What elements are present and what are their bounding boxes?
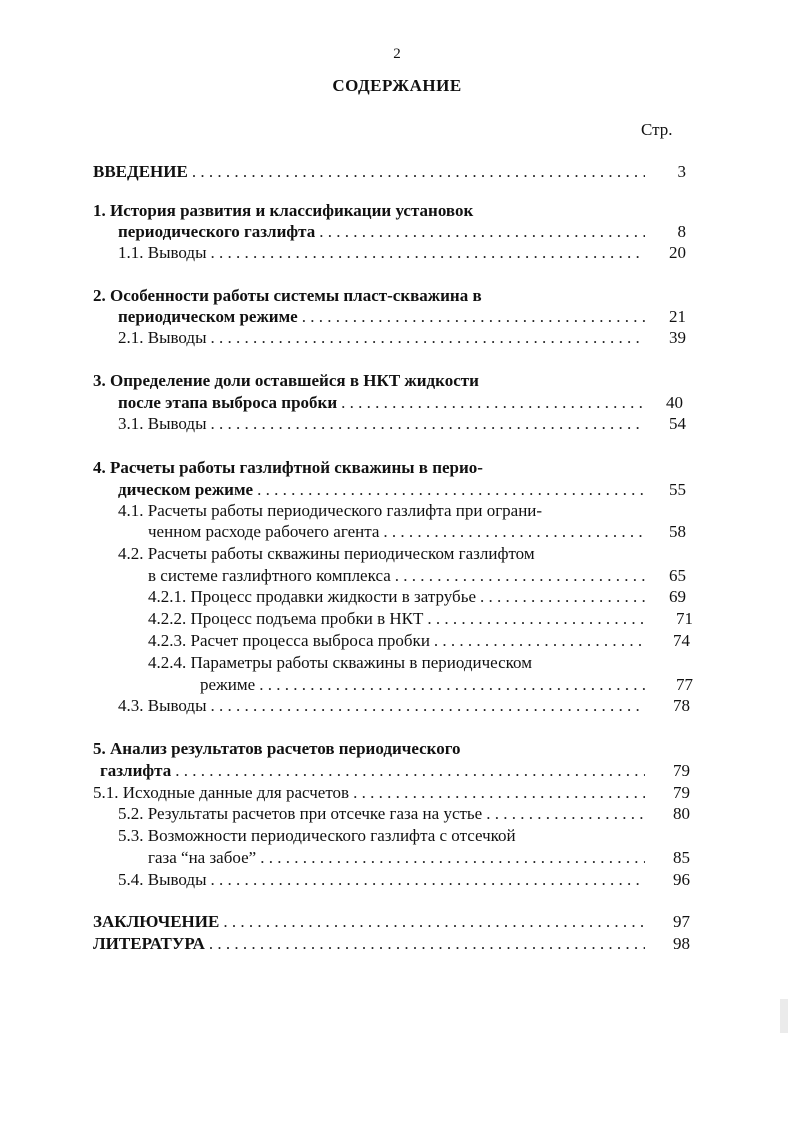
toc-entry-label: 3.1. Выводы: [118, 414, 211, 433]
toc-entry-ch4-2-1[interactable]: [148, 586, 645, 608]
toc-entry-literature[interactable]: [93, 933, 645, 955]
toc-entry-label: газа “на забое”: [148, 848, 260, 867]
toc-entry-label: 4.2.4. Параметры работы скважины в периодическом: [148, 653, 532, 672]
toc-entry-ch4-1[interactable]: [148, 521, 645, 543]
toc-entry-ch5-4[interactable]: [118, 869, 645, 891]
toc-entry-label: в системе газлифтного комплекса: [148, 566, 395, 585]
toc-entry-label: 4.1. Расчеты работы периодического газлифта при ограни-: [118, 501, 543, 520]
toc-entry-label: 4.2.3. Расчет процесса выброса пробки: [148, 631, 434, 650]
toc-entry-ch5-2[interactable]: [118, 803, 645, 825]
toc-page-number: 80: [673, 804, 690, 823]
toc-page-number: 69: [669, 587, 686, 606]
toc-entry-label: дическом режиме: [118, 480, 257, 499]
toc-entry-label: режиме: [200, 675, 259, 694]
page-title: СОДЕРЖАНИЕ: [332, 76, 462, 95]
toc-page-number: 98: [673, 934, 690, 953]
toc-entry-label: ЗАКЛЮЧЕНИЕ: [93, 912, 223, 931]
toc-entry-ch4-2-4[interactable]: [200, 674, 648, 696]
toc-entry-label: 4.2.2. Процесс подъема пробки в НКТ: [148, 609, 427, 628]
toc-entry-ch2[interactable]: [118, 306, 645, 328]
toc-entry-label: 4. Расчеты работы газлифтной скважины в перио-: [93, 458, 483, 477]
toc-entry-label: периодическом режиме: [118, 307, 302, 326]
toc-page-number: 71: [676, 609, 693, 628]
scan-edge-mark: [780, 999, 788, 1033]
toc-entry-label: 3. Определение доли оставшейся в НКТ жидкости: [93, 371, 479, 390]
toc-page-number: 21: [669, 307, 686, 326]
toc-entry-label: 5. Анализ результатов расчетов периодического: [93, 739, 461, 758]
toc-entry-ch4[interactable]: [118, 479, 645, 501]
page-number: 2: [393, 46, 401, 62]
toc-entry-label: ВВЕДЕНИЕ: [93, 162, 192, 181]
toc-entry-label: 1. История развития и классификации установок: [93, 201, 474, 220]
toc-entry-label: газлифта: [100, 761, 175, 780]
toc-page-number: 40: [666, 393, 683, 412]
toc-entry-label: периодического газлифта: [118, 222, 319, 241]
toc-entry-ch3[interactable]: [118, 392, 642, 414]
toc-entry-label: ЛИТЕРАТУРА: [93, 934, 209, 953]
toc-page-number: 74: [673, 631, 690, 650]
toc-page-number: 79: [673, 761, 690, 780]
toc-entry-ch4-2[interactable]: [148, 565, 645, 587]
toc-entry-ch2-1[interactable]: [118, 327, 645, 349]
toc-entry-ch5-3[interactable]: [148, 847, 645, 869]
toc-entry-intro[interactable]: [93, 161, 645, 183]
toc-page-number: 20: [669, 243, 686, 262]
toc-page-number: 79: [673, 783, 690, 802]
toc-page-number: 97: [673, 912, 690, 931]
toc-entry-label: 2.1. Выводы: [118, 328, 211, 347]
toc-page-number: 55: [669, 480, 686, 499]
toc-entry-ch5-1[interactable]: [93, 782, 645, 804]
toc-entry-ch1[interactable]: [118, 221, 645, 243]
toc-entry-ch3-1[interactable]: [118, 413, 642, 435]
toc-entry-label: 4.3. Выводы: [118, 696, 211, 715]
toc-entry-ch4-2-3[interactable]: [148, 630, 645, 652]
toc-page-number: 77: [676, 675, 693, 694]
page-column-header: Стр.: [641, 120, 673, 139]
toc-entry-label: 5.3. Возможности периодического газлифта с отсечкой: [118, 826, 516, 845]
toc-entry-ch1-1[interactable]: [118, 242, 645, 264]
toc-entry-label: после этапа выброса пробки: [118, 393, 341, 412]
toc-entry-label: 5.2. Результаты расчетов при отсечке газа на устье: [118, 804, 486, 823]
toc-entry-label: 5.4. Выводы: [118, 870, 211, 889]
toc-page-number: 3: [677, 162, 686, 181]
toc-page-number: 58: [669, 522, 686, 541]
toc-page-number: 8: [677, 222, 686, 241]
toc-entry-label: 5.1. Исходные данные для расчетов: [93, 783, 353, 802]
toc-page-number: 54: [669, 414, 686, 433]
toc-entry-ch4-3[interactable]: [118, 695, 645, 717]
toc-entry-ch5[interactable]: [100, 760, 645, 782]
toc-page-number: 85: [673, 848, 690, 867]
toc-entry-label: ченном расходе рабочего агента: [148, 522, 383, 541]
toc-entry-conclusion[interactable]: [93, 911, 645, 933]
toc-page-number: 39: [669, 328, 686, 347]
toc-page-number: 96: [673, 870, 690, 889]
toc-entry-label: 1.1. Выводы: [118, 243, 211, 262]
toc-entry-ch4-2-2[interactable]: [148, 608, 648, 630]
toc-entry-label: 4.2. Расчеты работы скважины периодическом газлифтом: [118, 544, 535, 563]
toc-page-number: 78: [673, 696, 690, 715]
toc-entry-label: 4.2.1. Процесс продавки жидкости в затрубье: [148, 587, 480, 606]
toc-entry-label: 2. Особенности работы системы пласт-скважина в: [93, 286, 482, 305]
toc-page-number: 65: [669, 566, 686, 585]
